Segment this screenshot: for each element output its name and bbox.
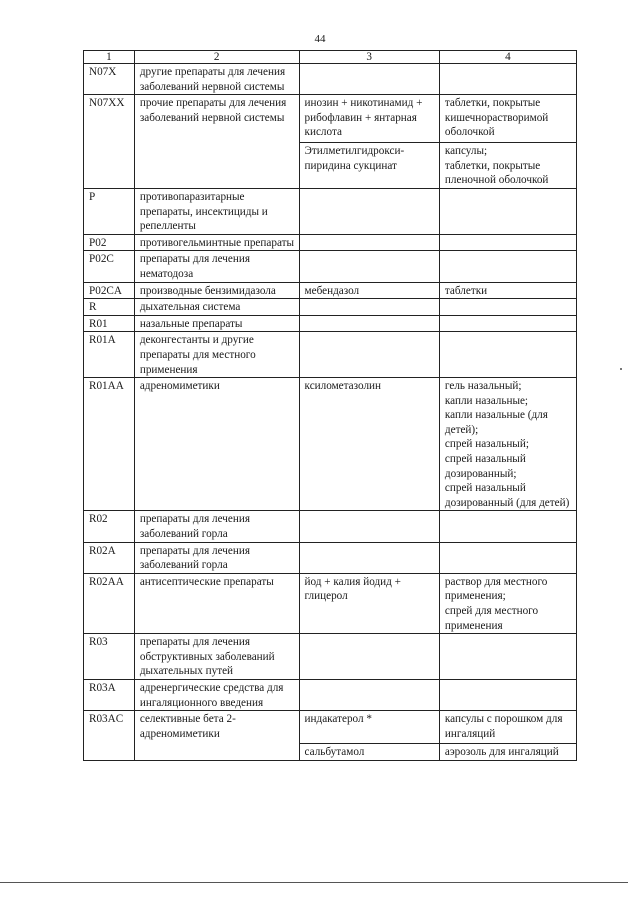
drug-cell [299,511,439,542]
table-row [84,315,577,332]
group-name: противопаразитарные препараты, инсектициды и репелленты [134,188,299,234]
dosage-form-cell [439,711,576,761]
drug-cell [299,711,439,761]
dosage-form-cell [439,282,576,299]
group-name: другие препараты для лечения заболеваний нервной системы [134,64,299,95]
atc-code: R03A [84,679,135,710]
drug-cell [299,634,439,680]
dosage-form-cell [439,679,576,710]
drug-name: ксилометазолин [304,380,381,393]
drug-cell [299,251,439,282]
group-name: препараты для лечения заболеваний горла [134,511,299,542]
drug-cell [299,573,439,633]
atc-code: R01AA [84,378,135,511]
table-row [84,679,577,710]
drug-cell [299,282,439,299]
column-header-4: 4 [439,51,576,64]
dosage-form: раствор для местного применения; спрей для местного применения [444,575,548,632]
atc-code: R01A [84,332,135,378]
table-row [84,299,577,316]
dosage-form-cell [439,299,576,316]
atc-code: R02AA [84,573,135,633]
table-row [84,378,577,511]
table-header [84,51,577,64]
dosage-form: капсулы; таблетки, покрытые пленочной оболочкой [440,142,576,188]
dosage-form-cell [439,511,576,542]
dosage-form-cell [439,188,576,234]
group-name: селективные бета 2-адреномиметики [134,711,299,761]
dosage-form-cell [439,634,576,680]
group-name: антисептические препараты [134,573,299,633]
drug-cell [299,95,439,189]
drug-name: сальбутамол [300,743,439,760]
dosage-form-cell [439,234,576,251]
dosage-form-cell [439,315,576,332]
dosage-form-cell [439,95,576,189]
page-number: 44 [314,33,326,45]
atc-code: P [84,188,135,234]
dosage-form: аэрозоль для ингаляций [440,743,576,760]
group-name: препараты для лечения нематодоза [134,251,299,282]
group-name: деконгестанты и другие препараты для местного применения [134,332,299,378]
table-row [84,282,577,299]
atc-code: N07X [84,64,135,95]
margin-mark [620,368,622,370]
atc-code: R03 [84,634,135,680]
dosage-form-cell [439,64,576,95]
drug-cell [299,679,439,710]
drug-cell [299,542,439,573]
column-header-1: 1 [84,51,135,64]
bottom-rule [0,882,628,883]
atc-code: R [84,299,135,316]
drug-cell [299,299,439,316]
atc-code: R03AC [84,711,135,761]
table-row [84,234,577,251]
dosage-form-cell [439,573,576,633]
drug-cell [299,315,439,332]
dosage-form-cell [439,542,576,573]
dosage-form: таблетки, покрытые кишечнорастворимой оболочкой [444,97,549,139]
group-name: дыхательная система [134,299,299,316]
atc-code: P02C [84,251,135,282]
atc-code: R02A [84,542,135,573]
table-row [84,95,577,189]
drug-cell [299,332,439,378]
dosage-form-cell [439,332,576,378]
atc-code: P02 [84,234,135,251]
group-name: прочие препараты для лечения заболеваний нервной системы [134,95,299,189]
table-row [84,634,577,680]
group-name: адреномиметики [134,378,299,511]
dosage-form: гель назальный; капли назальные; капли назальные (для детей); спрей назальный; спрей назальный дозированный; спрей назальный дозированный (для детей) [444,380,570,509]
group-name: производные бензимидазола [134,282,299,299]
table-row [84,542,577,573]
drug-name: йод + калия йодид + глицерол [304,575,401,603]
group-name: препараты для лечения заболеваний горла [134,542,299,573]
table-row [84,64,577,95]
column-header-3: 3 [299,51,439,64]
group-name: противогельминтные препараты [134,234,299,251]
table-body [84,64,577,761]
drug-cell [299,378,439,511]
group-name: препараты для лечения обструктивных заболеваний дыхательных путей [134,634,299,680]
group-name: адренергические средства для ингаляционного введения [134,679,299,710]
dosage-form: капсулы с порошком для ингаляций [444,713,563,740]
table-row [84,511,577,542]
dosage-form-cell [439,378,576,511]
table-row [84,573,577,633]
dosage-form: таблетки [444,284,488,297]
drug-name: индакатерол * [304,713,372,726]
atc-code: P02CA [84,282,135,299]
table-row [84,188,577,234]
drug-cell [299,188,439,234]
group-name: назальные препараты [134,315,299,332]
drug-name: мебендазол [304,284,360,297]
table-row [84,251,577,282]
atc-code: N07XX [84,95,135,189]
table-row [84,332,577,378]
column-header-2: 2 [134,51,299,64]
table-row [84,711,577,761]
atc-code: R01 [84,315,135,332]
atc-code: R02 [84,511,135,542]
drug-cell [299,234,439,251]
drug-list-table [83,50,577,761]
drug-name: инозин + никотинамид + рибофлавин + янтарная кислота [304,97,423,139]
drug-cell [299,64,439,95]
dosage-form-cell [439,251,576,282]
drug-name: Этилметилгидрокси-пиридина сукцинат [300,142,439,173]
